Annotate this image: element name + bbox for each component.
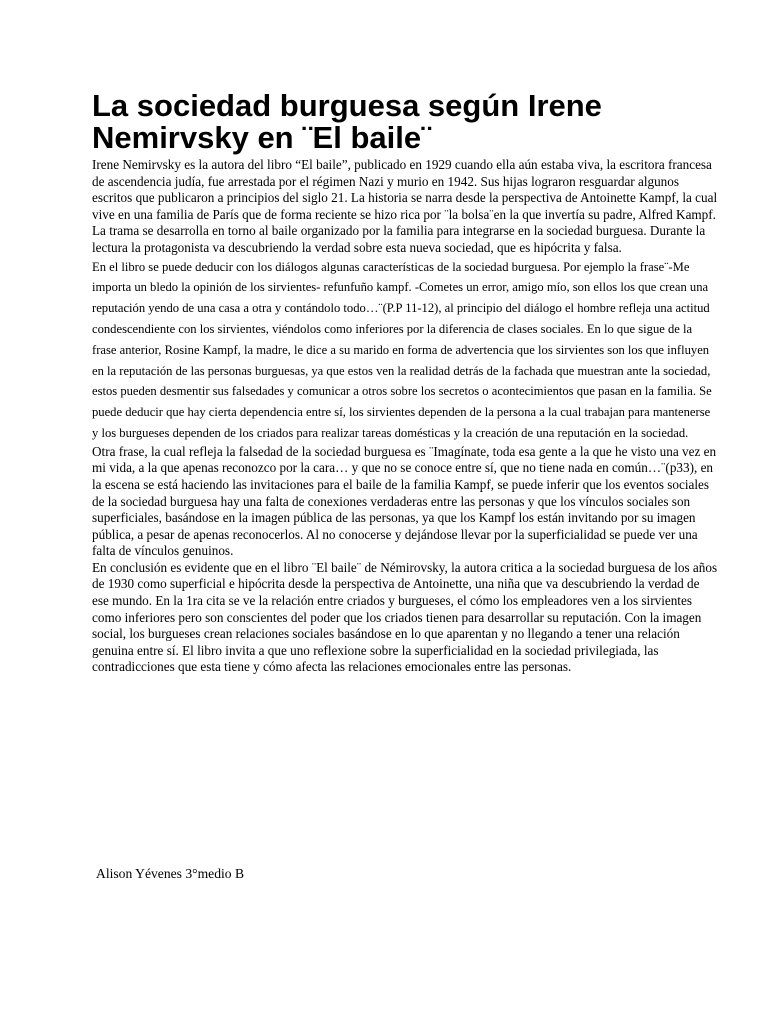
document-page bbox=[92, 88, 718, 881]
paragraph-servants-analysis: En el libro se puede deducir con los diálogos algunas características de la sociedad burguesa. Por ejemplo la frase¨-Me importa un bledo la opinión de los sirvientes- refunfuño kampf. -Cometes un error, amigo mío, son ellos los que crean una reputación yendo de una casa a otra y contándolo todo…¨(P.P 11-12), al principio del diálogo el hombre refleja una actitud condescendiente con los sirvientes, viéndolos como inferiores por la diferencia de clases sociales. En lo que sigue de la frase anterior, Rosine Kampf, la madre, le dice a su marido en forma de advertencia que los sirvientes son los que influyen en la reputación de las personas burguesas, ya que estos ven la realidad detrás de la fachada que muestran ante la sociedad, estos pueden desmentir sus falsedades y comunicar a otros sobre los secretos o acontecimientos que pasan en la familia. Se puede deducir que hay cierta dependencia entre sí, los sirvientes dependen de la persona a la cual trabajan para mantenerse y los burgueses dependen de los criados para realizar tareas domésticas y la creación de una reputación en la sociedad. bbox=[92, 259, 712, 440]
document-title: La sociedad burguesa según Irene Nemirvsky en ¨El baile¨ bbox=[92, 88, 602, 155]
author-signature: Alison Yévenes 3°medio B bbox=[96, 866, 245, 881]
paragraph-introduction: Irene Nemirvsky es la autora del libro “El baile”, publicado en 1929 cuando ella aún estaba viva, la escritora francesa de ascendencia judía, fue arrestada por el régimen Nazi y murio en 1942. Sus hijas lograron resguardar algunos escritos que publicaron a principios del siglo 21. La historia se narra desde la perspectiva de Antoinette Kampf, la cual vive en una familia de París que de forma reciente se hizo rica por ¨la bolsa¨en la que invertía su padre, Alfred Kampf. La trama se desarrolla en torno al baile organizado por la familia para integrarse en la sociedad burguesa. Durante la lectura la protagonista va descubriendo la verdad sobre esta nueva sociedad, que es hipócrita y falsa. bbox=[92, 157, 718, 255]
paragraph-falsehood-analysis: Otra frase, la cual refleja la falsedad de la sociedad burguesa es ¨Imagínate, toda esa gente a la que he visto una vez en mi vida, a la que apenas reconozco por la cara… y que no se conoce entre sí, que no tiene nada en común…¨(p33), en la escena se está haciendo las invitaciones para el baile de la familia Kampf, se puede inferir que los eventos sociales de la sociedad burguesa hay una falta de conexiones verdaderas entre las personas y que los vínculos sociales son superficiales, basándose en la imagen pública de las personas, ya que los Kampf los están invitando por su imagen pública, a pesar de apenas reconocerlos. Al no conocerse y dejándose llevar por la superficialidad se puede ver una falta de vínculos genuinos. bbox=[92, 443, 717, 559]
paragraph-conclusion: En conclusión es evidente que en el libro ¨El baile¨ de Némirovsky, la autora critica a la sociedad burguesa de los años de 1930 como superficial e hipócrita desde la perspectiva de Antoinette, una niña que va descubriendo la verdad de ese mundo. En la 1ra cita se ve la relación entre criados y burgueses, el cómo los empleadores ven a los sirvientes como inferiores pero son conscientes del poder que los criados tienen para desarrollar su reputación. Con la imagen social, los burgueses crean relaciones sociales basándose en lo que aparentan y no llegando a tener una relación genuina entre sí. El libro invita a que uno reflexione sobre la superficialidad en la sociedad privilegiada, las contradicciones que esta tiene y cómo afecta las relaciones emocionales entre las personas. bbox=[92, 559, 718, 675]
